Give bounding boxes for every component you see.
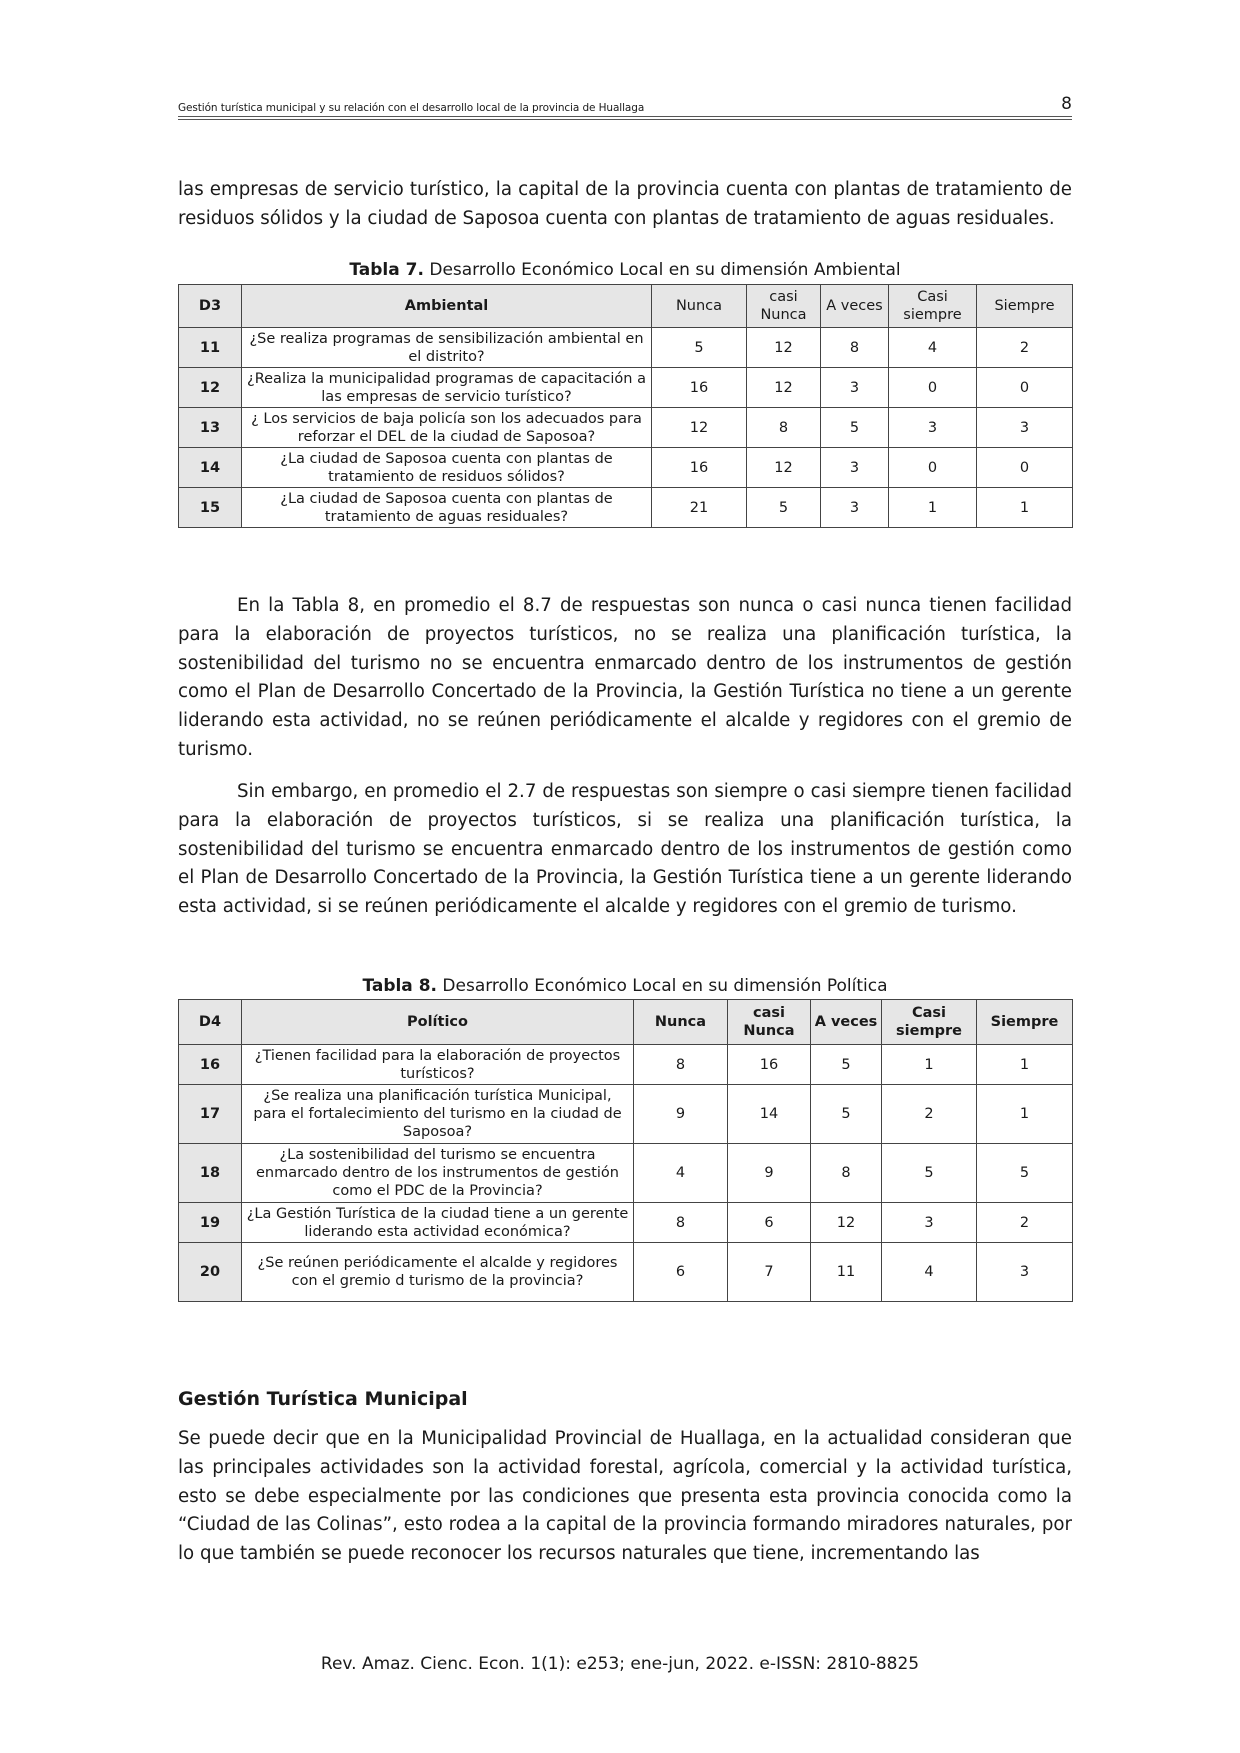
table8-header-cell: D4 [179,1000,242,1045]
row-id-cell: 13 [179,408,242,448]
value-cell: 8 [811,1144,882,1203]
body-paragraph-3: Sin embargo, en promedio el 2.7 de respuestas son siempre o casi siempre tienen facilidad para la elaboración de proyectos turísticos, si se realiza una planificación turística, la sostenibilidad del turismo se encuentra enmarcado dentro de los instrumentos de gestión como el Plan de Desarrollo Concertado de la Provincia, la Gestión Turística tiene a un gerente liderando esta actividad, si se reúnen periódicamente el alcalde y regidores con el gremio de turismo. [178,781,1072,918]
value-cell: 3 [821,368,889,408]
question-cell: ¿La sostenibilidad del turismo se encuentra enmarcado dentro de los instrumentos de gestión como el PDC de la Provincia? [242,1144,634,1203]
page-number: 8 [1061,94,1072,114]
question-cell: ¿Tienen facilidad para la elaboración de proyectos turísticos? [242,1045,634,1085]
value-cell: 5 [811,1085,882,1144]
value-cell: 5 [811,1045,882,1085]
table-row [179,1243,1073,1302]
table7-caption [178,260,1072,280]
value-cell: 5 [882,1144,977,1203]
table-row [179,1085,1073,1144]
row-id-cell: 19 [179,1203,242,1243]
value-cell: 1 [977,1045,1073,1085]
question-cell: ¿La ciudad de Saposoa cuenta con plantas de tratamiento de residuos sólidos? [242,448,652,488]
body-paragraph-2: En la Tabla 8, en promedio el 8.7 de respuestas son nunca o casi nunca tienen facilidad para la elaboración de proyectos turísticos, no se realiza una planificación turística, la sostenibilidad del turismo no se encuentra enmarcado dentro de los instrumentos de gestión como el Plan de Desarrollo Concertado de la Provincia, la Gestión Turística no tiene a un gerente liderando esta actividad, no se reúnen periódicamente el alcalde y regidores con el gremio de turismo. [178,595,1072,760]
question-cell: ¿Se realiza una planificación turística Municipal, para el fortalecimiento del turismo en la ciudad de Saposoa? [242,1085,634,1144]
row-id-cell: 14 [179,448,242,488]
table8-header-cell: casi Nunca [728,1000,811,1045]
table7-header-cell: Siempre [977,285,1073,328]
value-cell: 21 [652,488,747,528]
value-cell: 7 [728,1243,811,1302]
value-cell: 3 [977,1243,1073,1302]
value-cell: 16 [652,448,747,488]
question-cell: ¿ Los servicios de baja policía son los adecuados para reforzar el DEL de la ciudad de Saposoa? [242,408,652,448]
table7-header-cell: Nunca [652,285,747,328]
value-cell: 12 [747,328,821,368]
value-cell: 14 [728,1085,811,1144]
value-cell: 9 [634,1085,728,1144]
table8-header-cell: Político [242,1000,634,1045]
table-row [179,408,1073,448]
row-id-cell: 12 [179,368,242,408]
table-row [179,1144,1073,1203]
running-header-title: Gestión turística municipal y su relación con el desarrollo local de la provincia de Huallaga [178,102,645,114]
value-cell: 1 [977,1085,1073,1144]
value-cell: 9 [728,1144,811,1203]
value-cell: 6 [728,1203,811,1243]
question-cell: ¿Realiza la municipalidad programas de capacitación a las empresas de servicio turístico? [242,368,652,408]
value-cell: 4 [634,1144,728,1203]
value-cell: 8 [634,1203,728,1243]
value-cell: 2 [882,1085,977,1144]
table7-header-cell: Ambiental [242,285,652,328]
value-cell: 2 [977,328,1073,368]
body-paragraph-1: las empresas de servicio turístico, la capital de la provincia cuenta con plantas de tratamiento de residuos sólidos y la ciudad de Saposoa cuenta con plantas de tratamiento de aguas residuales. [178,179,1072,229]
value-cell: 8 [747,408,821,448]
value-cell: 5 [821,408,889,448]
value-cell: 5 [747,488,821,528]
body-paragraph-4: Se puede decir que en la Municipalidad Provincial de Huallaga, en la actualidad consideran que las principales actividades son la actividad forestal, agrícola, comercial y la actividad turística, esto se debe especialmente por las condiciones que presenta esta provincia conocida como la “Ciudad de las Colinas”, esto rodea a la capital de la provincia formando miradores naturales, por lo que también se puede reconocer los recursos naturales que tiene, incrementando las [178,1428,1072,1565]
value-cell: 16 [728,1045,811,1085]
value-cell: 12 [747,368,821,408]
value-cell: 11 [811,1243,882,1302]
table7-caption-label: Tabla 7. [349,260,424,280]
value-cell: 4 [889,328,977,368]
value-cell: 2 [977,1203,1073,1243]
value-cell: 1 [882,1045,977,1085]
footer-citation: Rev. Amaz. Cienc. Econ. 1(1): e253; ene-jun, 2022. e-ISSN: 2810-8825 [320,1654,920,1674]
question-cell: ¿La Gestión Turística de la ciudad tiene a un gerente liderando esta actividad económica? [242,1203,634,1243]
value-cell: 3 [977,408,1073,448]
value-cell: 5 [652,328,747,368]
table7-header-cell: D3 [179,285,242,328]
table8-caption-text: Desarrollo Económico Local en su dimensión Política [442,976,888,996]
header-rule [178,119,1072,120]
table8-caption-label: Tabla 8. [362,976,437,996]
value-cell: 3 [889,408,977,448]
value-cell: 5 [977,1144,1073,1203]
table-row [179,368,1073,408]
table7-caption-text: Desarrollo Económico Local en su dimensión Ambiental [429,260,901,280]
row-id-cell: 11 [179,328,242,368]
table8-header-cell: Casi siempre [882,1000,977,1045]
value-cell: 12 [652,408,747,448]
table-row [179,328,1073,368]
row-id-cell: 20 [179,1243,242,1302]
table8 [178,999,1073,1302]
value-cell: 0 [977,368,1073,408]
table-row [179,448,1073,488]
running-header [178,88,1072,120]
value-cell: 1 [889,488,977,528]
row-id-cell: 15 [179,488,242,528]
table7-header-cell: A veces [821,285,889,328]
row-id-cell: 18 [179,1144,242,1203]
table7-header-cell: casi Nunca [747,285,821,328]
table8-header-cell: Nunca [634,1000,728,1045]
value-cell: 1 [977,488,1073,528]
value-cell: 0 [977,448,1073,488]
table8-caption [178,976,1072,996]
value-cell: 6 [634,1243,728,1302]
table8-header-cell: Siempre [977,1000,1073,1045]
table7-header-row [179,285,1073,328]
value-cell: 0 [889,448,977,488]
value-cell: 12 [747,448,821,488]
value-cell: 3 [882,1203,977,1243]
table8-header-cell: A veces [811,1000,882,1045]
value-cell: 16 [652,368,747,408]
value-cell: 4 [882,1243,977,1302]
question-cell: ¿La ciudad de Saposoa cuenta con plantas de tratamiento de aguas residuales? [242,488,652,528]
table8-header-row [179,1000,1073,1045]
header-rule [178,116,1072,117]
value-cell: 3 [821,448,889,488]
value-cell: 8 [634,1045,728,1085]
row-id-cell: 17 [179,1085,242,1144]
question-cell: ¿Se reúnen periódicamente el alcalde y regidores con el gremio d turismo de la provincia? [242,1243,634,1302]
value-cell: 8 [821,328,889,368]
section-heading: Gestión Turística Municipal [178,1388,468,1410]
table-row [179,1203,1073,1243]
value-cell: 12 [811,1203,882,1243]
table7-header-cell: Casi siempre [889,285,977,328]
table-row [179,488,1073,528]
table-row [179,1045,1073,1085]
value-cell: 0 [889,368,977,408]
table7 [178,284,1073,528]
question-cell: ¿Se realiza programas de sensibilización ambiental en el distrito? [242,328,652,368]
row-id-cell: 16 [179,1045,242,1085]
value-cell: 3 [821,488,889,528]
